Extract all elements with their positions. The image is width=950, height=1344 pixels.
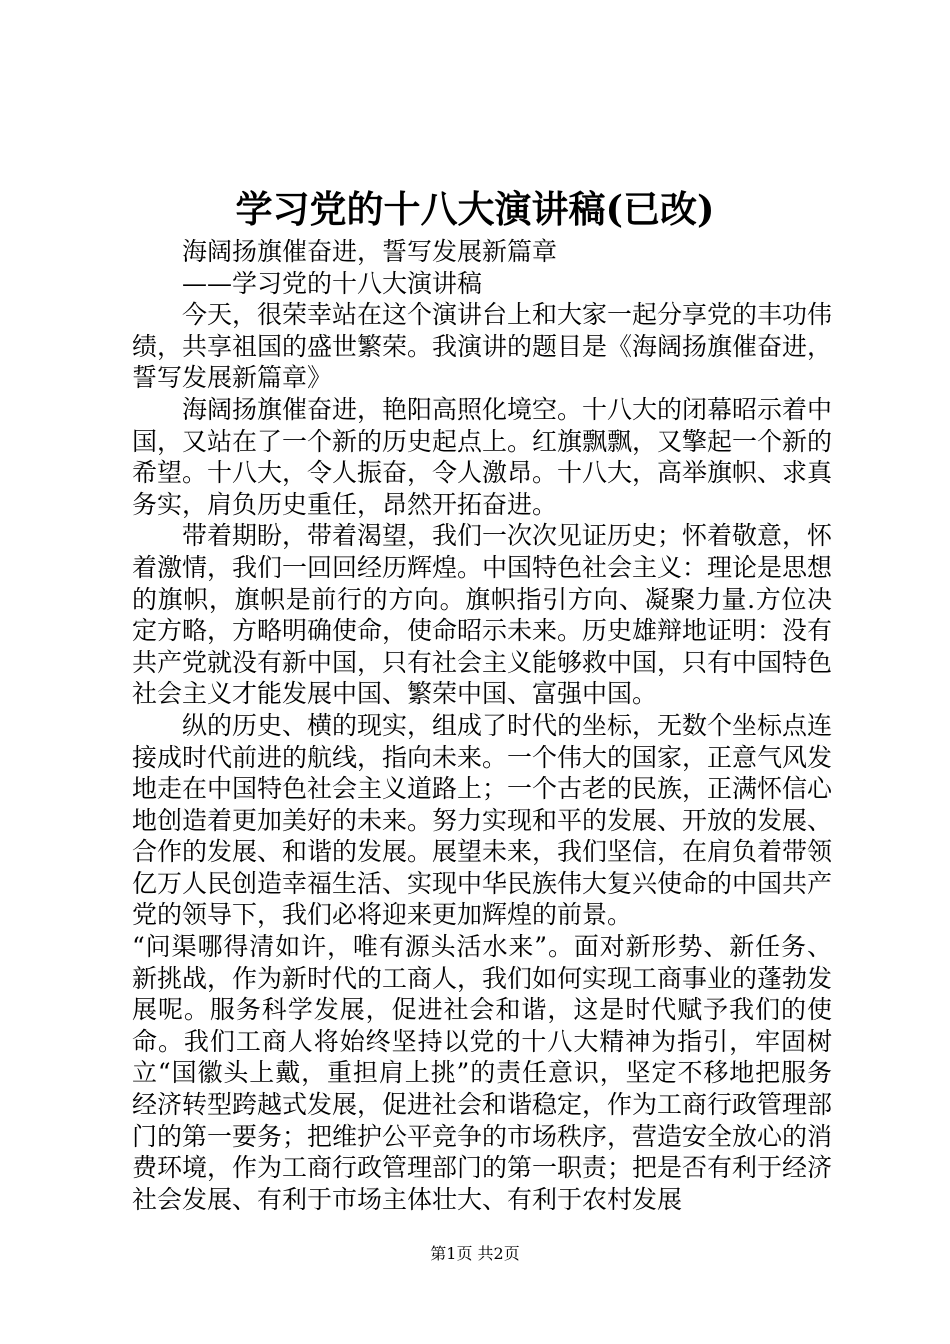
document-body (132, 236, 832, 1215)
page-number-footer: 第1页 共2页 (430, 1244, 520, 1263)
paragraph: 今天，很荣幸站在这个演讲台上和大家一起分享党的丰功伟绩，共享祖国的盛世繁荣。我演讲的题目是《海阔扬旗催奋进，誓写发展新篇章》 (132, 300, 833, 393)
subtitle-secondary: ——学习党的十八大演讲稿 (182, 268, 483, 298)
paragraph: 海阔扬旗催奋进，艳阳高照化境空。十八大的闭幕昭示着中国，又站在了一个新的历史起点上。红旗飘飘，又擎起一个新的希望。十八大，令人振奋，令人激昂。十八大，高举旗帜、求真务实，肩负历史重任，昂然开拓奋进。 (132, 394, 833, 519)
paragraph: 带着期盼，带着渴望，我们一次次见证历史；怀着敬意，怀着激情，我们一回回经历辉煌。中国特色社会主义：理论是思想的旗帜，旗帜是前行的方向。旗帜指引方向、凝聚力量.方位决定方略，方略明确使命，使命昭示未来。历史雄辩地证明：没有共产党就没有新中国，只有社会主义能够救中国，只有中国特色社会主义才能发展中国、繁荣中国、富强中国。 (132, 521, 833, 709)
paragraph: 纵的历史、横的现实，组成了时代的坐标，无数个坐标点连接成时代前进的航线，指向未来。一个伟大的国家，正意气风发地走在中国特色社会主义道路上；一个古老的民族，正满怀信心地创造着更加美好的未来。努力实现和平的发展、开放的发展、合作的发展、和谐的发展。展望未来，我们坚信，在肩负着带领亿万人民创造幸福生活、实现中华民族伟大复兴使命的中国共产党的领导下，我们必将迎来更加辉煌的前景。 (132, 710, 833, 930)
document-title: 学习党的十八大演讲稿(已改) (235, 187, 715, 231)
subtitle: 海阔扬旗催奋进，誓写发展新篇章 (182, 237, 558, 266)
paragraph: “问渠哪得清如许，唯有源头活水来”。面对新形势、新任务、新挑战，作为新时代的工商人，我们如何实现工商事业的蓬勃发展呢。服务科学发展，促进社会和谐，这是时代赋予我们的使命。我们工商人将始终坚持以党的十八大精神为指引，牢固树立“国徽头上戴，重担肩上挑”的责任意识，坚定不移地把服务经济转型跨越式发展，促进社会和谐稳定，作为工商行政管理部门的第一要务；把维护公平竞争的市场秩序，营造安全放心的消费环境，作为工商行政管理部门的第一职责；把是否有利于经济社会发展、有利于市场主体壮大、有利于农村发展 (132, 932, 833, 1214)
